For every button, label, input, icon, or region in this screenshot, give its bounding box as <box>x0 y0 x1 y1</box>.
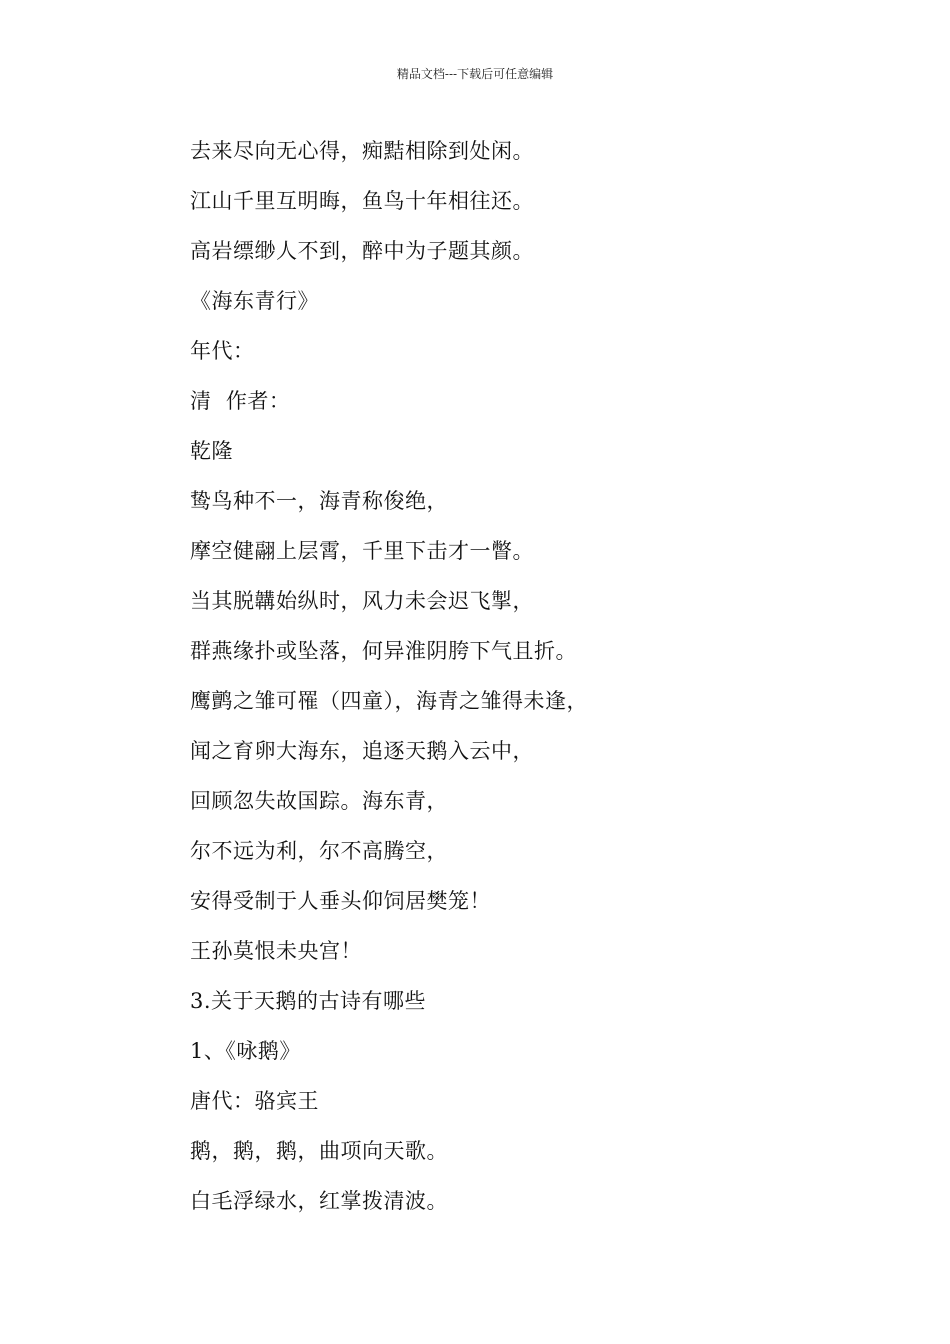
document-body <box>190 137 810 1237</box>
text-line: 鹅，鹅，鹅，曲项向天歌。 <box>190 1139 448 1163</box>
text-line: 去来尽向无心得，痴黠相除到处闲。 <box>190 139 534 163</box>
text-line: 乾隆 <box>190 439 233 463</box>
text-line: 鹰鹯之雏可罹（四童），海青之雏得未逢， <box>190 689 588 713</box>
text-line: 高岩缥缈人不到，醉中为子题其颜。 <box>190 239 534 263</box>
text-line: 当其脱韝始纵时，风力未会迟飞掣， <box>190 589 534 613</box>
page-header: 精品文档---下载后可任意编辑 <box>396 67 554 81</box>
text-line: 江山千里互明晦，鱼鸟十年相往还。 <box>190 189 534 213</box>
text-line: 摩空健翮上层霄，千里下击才一瞥。 <box>190 539 534 563</box>
text-line: 安得受制于人垂头仰饲居樊笼！ <box>190 889 491 913</box>
text-line: 年代： <box>190 339 255 363</box>
text-line: 闻之育卵大海东，追逐天鹅入云中， <box>190 739 534 763</box>
text-line: 王孙莫恨未央宫！ <box>190 939 362 963</box>
poem-title: 1、《咏鹅》 <box>190 1039 301 1063</box>
text-line: 回顾忽失故国踪。海东青， <box>190 789 448 813</box>
text-line: 唐代：骆宾王 <box>190 1089 319 1113</box>
section-heading: 3.关于天鹅的古诗有哪些 <box>190 989 427 1013</box>
text-line: 群燕缘扑或坠落，何异淮阴胯下气且折。 <box>190 639 577 663</box>
text-line: 尔不远为利，尔不高腾空， <box>190 839 448 863</box>
text-line: 清 作者： <box>190 389 291 413</box>
poem-title: 《海东青行》 <box>190 289 319 313</box>
text-line: 鸷鸟种不一，海青称俊绝， <box>190 489 448 513</box>
text-line: 白毛浮绿水，红掌拨清波。 <box>190 1189 448 1213</box>
